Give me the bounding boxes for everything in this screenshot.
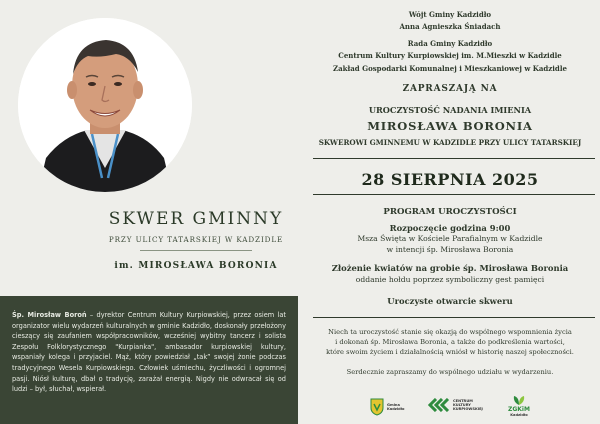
ceremony-name: MIROSŁAWA BORONIA bbox=[367, 119, 533, 133]
ceremony-line-3: SKWEROWI GMINNEMU W KADZIDLE PRZY ULICY TATARSKIEJ bbox=[318, 138, 582, 147]
program-opening: Uroczyste otwarcie skweru bbox=[387, 296, 513, 306]
ckk-chevrons-icon bbox=[428, 398, 450, 412]
program-flowers-heading: Złożenie kwiatów na grobie śp. Mirosława Boronia bbox=[331, 263, 569, 273]
biography-body: – dyrektor Centrum Kultury Kurpiowskiej, przez osiem lat organizator wielu wydarzeń kulturalnych w gminie Kadzidło, doskonały przełożony cieszący się zaufaniem współpracowników, wcześniej wybitny tancerz i solista Zespołu Folklorystycznego "Kurpianka", ambasador kurpiowskiej kultury, wspaniały kolega i przyjaciel. Mąż, który powiedział „tak” swojej żonie podczas tradycyjnego Wesela Kurpiowskiego. Człowiek uśmiechu, życzliwości i ogromnej pasji. Niósł kulturę, dbał o tradycję, zarażał energią. Nigdy nie odwracał się od ludzi – był, słuchał, wspierał. bbox=[12, 311, 286, 394]
zgkim-leaf-icon bbox=[511, 394, 527, 406]
portrait-photo bbox=[18, 18, 192, 192]
square-patron-name: im. MIROSŁAWA BORONIA bbox=[114, 261, 278, 271]
closing-invite: Serdecznie zapraszamy do wspólnego udziału w wydarzeniu. bbox=[346, 368, 554, 376]
ckk-logo bbox=[428, 398, 483, 412]
organizer-2: Anna Agnieszka Śniadach bbox=[399, 22, 501, 31]
zgkim-logo-text: ZGKiM bbox=[508, 406, 530, 413]
event-date: 28 SIERPNIA 2025 bbox=[361, 170, 539, 189]
date-rule-top bbox=[313, 158, 595, 159]
organizer-1: Wójt Gminy Kadzidło bbox=[408, 10, 492, 19]
gmina-logo-line-2: Kadzidło bbox=[387, 407, 405, 411]
gmina-logo-line-1: Gmina bbox=[387, 402, 400, 407]
date-rule-bottom bbox=[313, 194, 595, 195]
zgkim-logo bbox=[508, 394, 530, 417]
ckk-logo-line-3: KURPIOWSKIEJ bbox=[453, 407, 483, 412]
invite-label: ZAPRASZAJĄ NA bbox=[402, 84, 498, 94]
biography-name: Śp. Mirosław Boroń bbox=[12, 311, 87, 319]
organizer-3: Rada Gminy Kadzidło bbox=[407, 39, 493, 48]
zgkim-logo-sub: Kadzidło bbox=[510, 413, 528, 417]
closing-line-1: Niech ta uroczystość stanie się okazją do wspólnego wspomnienia życia bbox=[328, 328, 572, 336]
closing-line-2: i dokonań śp. Mirosława Boronia, a także do podkreślenia wartości, bbox=[335, 338, 565, 346]
ckk-logo-line-2: KULTURY bbox=[453, 402, 471, 407]
gmina-kadzidlo-logo bbox=[370, 398, 404, 416]
program-title: PROGRAM UROCZYSTOŚCI bbox=[383, 207, 517, 217]
program-start-line-2: w intencji śp. Mirosława Boronia bbox=[386, 245, 514, 254]
title-divider bbox=[140, 250, 252, 251]
closing-line-3: które swoim życiem i działalnością wniósł w historię naszej społeczności. bbox=[326, 348, 574, 356]
ceremony-line-1: UROCZYSTOŚĆ NADANIA IMIENIA bbox=[368, 105, 532, 115]
organizer-4: Centrum Kultury Kurpiowskiej im. M.Mieszki w Kadzidle bbox=[338, 51, 562, 60]
square-subtitle: PRZY ULICY TATARSKIEJ W KADZIDLE bbox=[108, 235, 284, 244]
program-flowers-line: oddanie hołdu poprzez symboliczny gest pamięci bbox=[355, 275, 545, 284]
partner-logos bbox=[300, 392, 600, 424]
biography-box bbox=[0, 296, 298, 424]
biography-text bbox=[12, 310, 286, 395]
gmina-crest-icon bbox=[370, 398, 384, 416]
program-start-heading: Rozpoczęcie godzina 9:00 bbox=[389, 223, 511, 233]
square-title: SKWER GMINNY bbox=[108, 209, 284, 229]
closing-rule bbox=[313, 317, 595, 318]
program-start-line-1: Msza Święta w Kościele Parafialnym w Kadzidle bbox=[357, 234, 543, 243]
ckk-logo-line-1: CENTRUM bbox=[453, 398, 473, 403]
organizer-5: Zakład Gospodarki Komunalnej i Mieszkaniowej w Kadzidle bbox=[333, 64, 567, 73]
